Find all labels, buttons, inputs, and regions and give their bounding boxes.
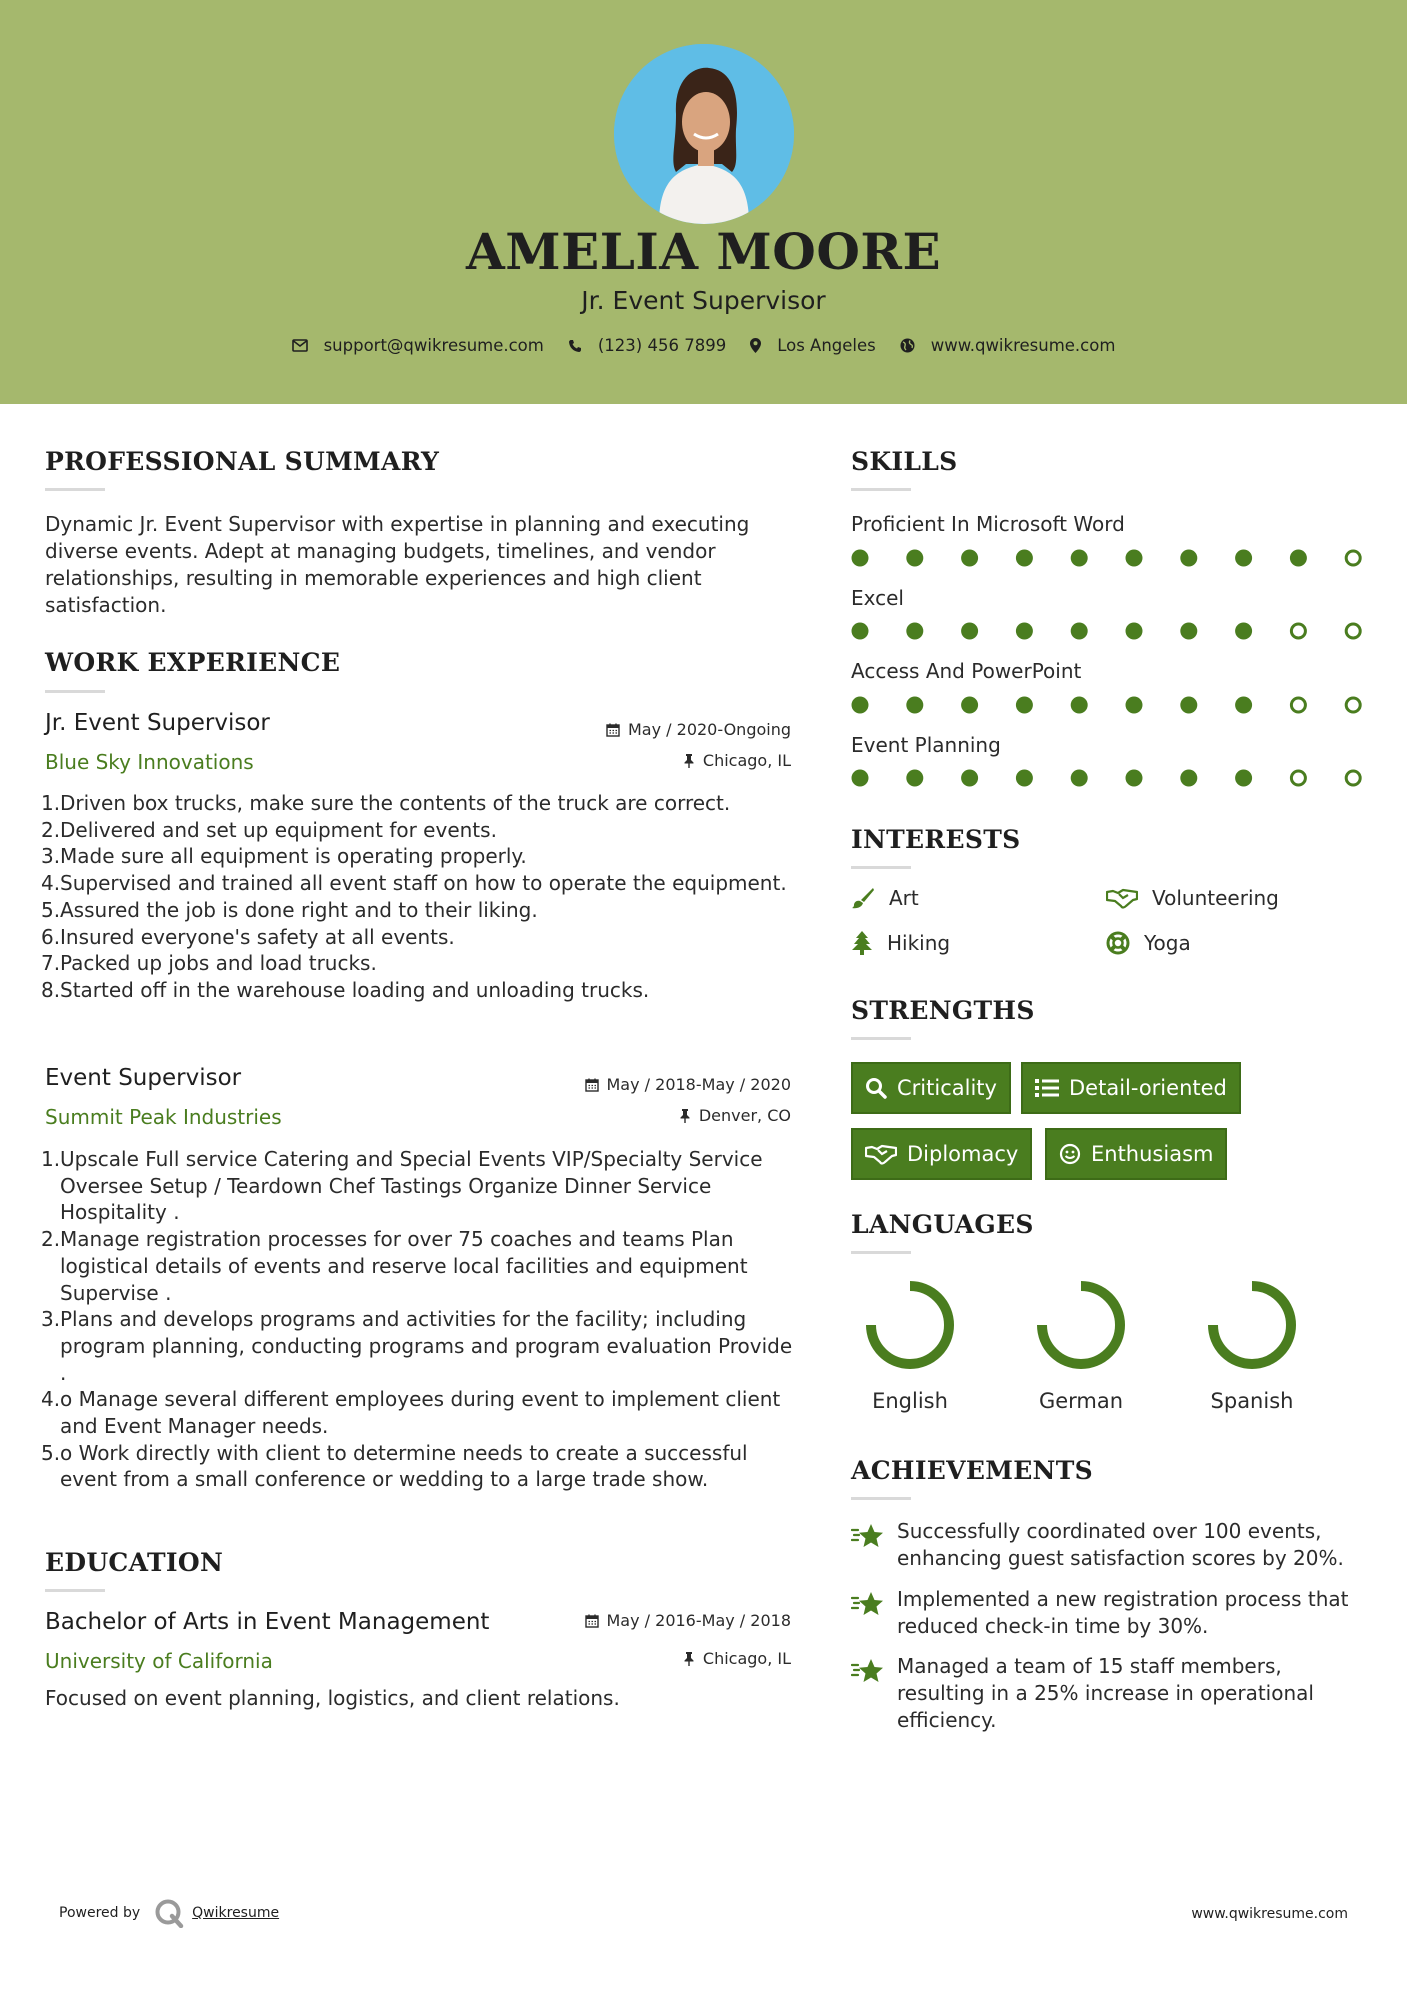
list-item: 5. o Work directly with client to determine needs to create a successful event from a small conference or wedding to a large trade show.: [41, 1440, 748, 1492]
job-location-1: [500, 751, 791, 770]
achievements-divider: [851, 1497, 911, 1500]
skill-dot-filled: [906, 550, 923, 567]
pushpin-icon: [683, 1652, 695, 1666]
contact-bar: [0, 336, 1407, 355]
summary-text: Dynamic Jr. Event Supervisor with expertise in planning and executing diverse events. Adept at managing budgets, timelines, and vendor relationships, resulting in memorable experiences and high client satisfaction.: [45, 512, 750, 617]
education-description: Focused on event planning, logistics, and client relations.: [45, 1686, 620, 1710]
list-item: 2. Manage registration processes for over 75 coaches and teams Plan logistical details of events and reserve local facilities and equipment Supervise .: [41, 1227, 748, 1305]
job-dates-1: [500, 720, 791, 739]
list-item: 7. Packed up jobs and load trucks.: [41, 951, 377, 976]
contact-website[interactable]: [900, 336, 1116, 355]
list-item: 2. Delivered and set up equipment for events.: [41, 817, 497, 842]
calendar-icon: [606, 723, 620, 737]
job-title-1: Jr. Event Supervisor: [45, 710, 270, 736]
skill-dot-empty: [1346, 551, 1360, 565]
footer-website[interactable]: www.qwikresume.com: [1191, 1906, 1348, 1922]
list-item: 8. Started off in the warehouse loading and unloading trucks.: [41, 977, 650, 1002]
interests-heading: INTERESTS: [851, 825, 1021, 854]
skill-dot-filled: [961, 550, 978, 567]
summary-heading: PROFESSIONAL SUMMARY: [45, 447, 440, 476]
strength-label: Diplomacy: [907, 1142, 1019, 1166]
skill-dot-filled: [852, 550, 869, 567]
strength-chip: [851, 1128, 1032, 1180]
skill-dot-filled: [1180, 770, 1197, 787]
job-dates-2: [500, 1075, 791, 1094]
strengths-divider: [851, 1037, 911, 1040]
language-ring: [1202, 1275, 1302, 1375]
candidate-name: AMELIA MOORE: [465, 222, 942, 281]
achievement-item: [851, 1586, 1371, 1640]
skills-divider: [851, 488, 911, 491]
interests-divider: [851, 866, 911, 869]
candidate-role: Jr. Event Supervisor: [581, 286, 826, 315]
skill-dot-filled: [1180, 697, 1197, 714]
strength-chip: [1045, 1128, 1227, 1180]
location-text: Los Angeles: [777, 336, 876, 355]
skill-dot-filled: [1235, 623, 1252, 640]
skill-dot-empty: [1291, 771, 1305, 785]
skill-dot-filled: [1235, 770, 1252, 787]
list-item: 3. Made sure all equipment is operating properly.: [41, 844, 527, 869]
contact-phone[interactable]: [568, 336, 726, 355]
skill-dot-filled: [1071, 770, 1088, 787]
education-heading: EDUCATION: [45, 1548, 224, 1577]
skill-dot-filled: [1235, 550, 1252, 567]
skill-label: Excel: [851, 586, 904, 610]
achievement-item: [851, 1518, 1371, 1572]
achievement-text: Implemented a new registration process that reduced check-in time by 30%.: [897, 1587, 1349, 1638]
skill-dot-filled: [906, 770, 923, 787]
skill-dot-empty: [1346, 698, 1360, 712]
interest-label: Yoga: [1144, 931, 1191, 955]
skill-dot-empty: [1346, 771, 1360, 785]
skill-dot-filled: [906, 623, 923, 640]
skill-dot-filled: [1071, 697, 1088, 714]
skill-dot-filled: [961, 623, 978, 640]
skill-dot-filled: [1290, 550, 1307, 567]
achievement-text: Successfully coordinated over 100 events, enhancing guest satisfaction scores by 20%.: [897, 1519, 1344, 1570]
languages-heading: LANGUAGES: [851, 1210, 1034, 1239]
strengths-heading: STRENGTHS: [851, 996, 1035, 1025]
skill-dot-empty: [1346, 624, 1360, 638]
pushpin-icon: [679, 1109, 691, 1123]
skill-rating-dots: [851, 548, 1371, 568]
experience-heading: WORK EXPERIENCE: [45, 648, 341, 677]
handshake-icon: [1106, 887, 1138, 909]
star-badge-icon: [851, 1590, 885, 1618]
job-dates-text-2: May / 2018-May / 2020: [606, 1075, 791, 1094]
strength-label: Criticality: [897, 1076, 997, 1100]
job-title-2: Event Supervisor: [45, 1065, 242, 1091]
skill-dot-filled: [906, 697, 923, 714]
language-item: [1187, 1275, 1317, 1413]
tree-icon: [851, 931, 873, 955]
interest-label: Hiking: [887, 931, 951, 955]
skill-dot-filled: [1016, 623, 1033, 640]
list-item: 4. o Manage several different employees during event to implement client and Event Manager needs.: [41, 1387, 781, 1439]
language-ring: [860, 1275, 960, 1375]
interest-label: Art: [889, 886, 919, 910]
skill-rating-dots: [851, 768, 1371, 788]
language-progress-arc: [1213, 1286, 1291, 1364]
skill-label: Proficient In Microsoft Word: [851, 512, 1125, 536]
strength-label: Enthusiasm: [1091, 1142, 1214, 1166]
job-location-text-2: Denver, CO: [698, 1106, 791, 1125]
interest-item: [851, 886, 919, 910]
interest-item: [1106, 931, 1191, 955]
email-text[interactable]: support@qwikresume.com: [323, 336, 544, 355]
qwikresume-logo-icon: [154, 1898, 184, 1928]
skill-dot-filled: [1126, 697, 1143, 714]
calendar-icon: [585, 1614, 599, 1628]
phone-icon: [568, 339, 582, 353]
school-name: University of California: [45, 1649, 273, 1673]
language-item: [1016, 1275, 1146, 1413]
languages-divider: [851, 1251, 911, 1254]
globe-icon: [900, 338, 915, 353]
skill-dot-filled: [1126, 770, 1143, 787]
experience-divider: [45, 690, 105, 693]
interest-item: [851, 931, 950, 955]
language-item: [845, 1275, 975, 1413]
skill-rating-dots: [851, 621, 1371, 641]
education-dates-text: May / 2016-May / 2018: [606, 1611, 791, 1630]
skill-dot-filled: [961, 697, 978, 714]
list-item: 6. Insured everyone's safety at all events.: [41, 924, 455, 949]
language-label: German: [1038, 1389, 1124, 1413]
language-progress-arc: [871, 1286, 949, 1364]
skill-dot-filled: [1180, 623, 1197, 640]
list-item: 4. Supervised and trained all event staff on how to operate the equipment.: [41, 871, 787, 896]
skill-dot-filled: [1071, 623, 1088, 640]
achievements-heading: ACHIEVEMENTS: [851, 1456, 1093, 1485]
skill-dot-filled: [1180, 550, 1197, 567]
profile-photo: [614, 44, 794, 224]
brand-link[interactable]: Qwikresume: [192, 1905, 280, 1921]
list-item: 3. Plans and develops programs and activities for the facility; including program planning, conducting programs and program evaluation Provide .: [41, 1307, 793, 1385]
star-badge-icon: [851, 1657, 885, 1685]
skill-dot-filled: [1016, 550, 1033, 567]
skill-dot-filled: [1016, 697, 1033, 714]
degree-title: Bachelor of Arts in Event Management: [45, 1609, 490, 1635]
skill-dot-filled: [1016, 770, 1033, 787]
search-icon: [865, 1077, 887, 1099]
company-1: Blue Sky Innovations: [45, 750, 254, 774]
strength-label: Detail-oriented: [1069, 1076, 1227, 1100]
website-text[interactable]: www.qwikresume.com: [930, 336, 1116, 355]
calendar-icon: [585, 1078, 599, 1092]
pushpin-icon: [683, 754, 695, 768]
map-marker-icon: [750, 338, 761, 353]
language-ring: [1031, 1275, 1131, 1375]
list-item: 5. Assured the job is done right and to their liking.: [41, 897, 538, 922]
resume-header: [0, 0, 1407, 404]
footer-powered-by: [59, 1898, 279, 1928]
education-location-text: Chicago, IL: [702, 1649, 791, 1668]
language-progress-arc: [1042, 1286, 1120, 1364]
strength-chip: [851, 1062, 1011, 1114]
skill-rating-dots: [851, 695, 1371, 715]
job-location-2: [500, 1106, 791, 1125]
skill-dot-filled: [961, 770, 978, 787]
skill-label: Access And PowerPoint: [851, 659, 1082, 683]
contact-location: [750, 336, 876, 355]
handshake-icon: [865, 1143, 897, 1165]
skill-dot-filled: [1071, 550, 1088, 567]
language-label: Spanish: [1210, 1389, 1294, 1413]
phone-text[interactable]: (123) 456 7899: [597, 336, 727, 355]
skill-label: Event Planning: [851, 733, 1001, 757]
list-item: 1. Driven box trucks, make sure the contents of the truck are correct.: [41, 791, 731, 815]
skill-dot-filled: [852, 623, 869, 640]
skill-dot-empty: [1291, 698, 1305, 712]
skill-dot-empty: [1291, 624, 1305, 638]
achievement-text: Managed a team of 15 staff members, resulting in a 25% increase in operational efficiency.: [897, 1654, 1314, 1732]
skill-dot-filled: [852, 697, 869, 714]
language-label: English: [872, 1389, 948, 1413]
life-ring-icon: [1106, 931, 1130, 955]
company-2: Summit Peak Industries: [45, 1105, 282, 1129]
strength-chip: [1021, 1062, 1241, 1114]
smile-icon: [1059, 1143, 1081, 1165]
powered-by-text: Powered by: [59, 1905, 141, 1921]
education-divider: [45, 1589, 105, 1592]
education-location: [500, 1649, 791, 1668]
skill-dot-filled: [1126, 623, 1143, 640]
education-dates: [500, 1611, 791, 1630]
list-icon: [1035, 1078, 1059, 1098]
contact-email[interactable]: [292, 336, 544, 355]
job-bullets-1: [41, 790, 801, 1004]
paintbrush-icon: [851, 887, 875, 909]
skill-dot-filled: [1235, 697, 1252, 714]
skills-heading: SKILLS: [851, 447, 958, 476]
list-item: 1. Upscale Full service Catering and Special Events VIP/Specialty Service Oversee Setup / Teardown Chef Tastings Organize Dinner Service Hospitality .: [41, 1147, 763, 1225]
summary-divider: [45, 488, 105, 491]
job-location-text-1: Chicago, IL: [702, 751, 791, 770]
interest-label: Volunteering: [1152, 886, 1279, 910]
skill-dot-filled: [1126, 550, 1143, 567]
job-bullets-2: [41, 1146, 801, 1493]
interest-item: [1106, 886, 1279, 910]
job-dates-text-1: May / 2020-Ongoing: [628, 720, 791, 739]
envelope-icon: [292, 339, 308, 352]
achievement-item: [851, 1653, 1371, 1734]
star-badge-icon: [851, 1522, 885, 1550]
skill-dot-filled: [852, 770, 869, 787]
